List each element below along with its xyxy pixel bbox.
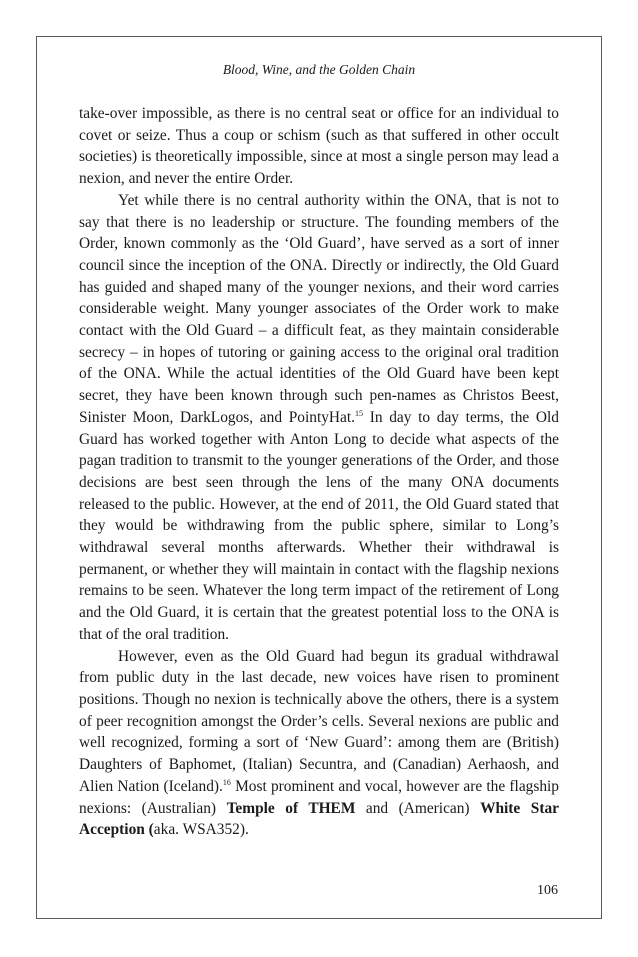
paragraph-3-text-end: aka. WSA352). [153,821,249,839]
footnote-ref-15[interactable]: 15 [355,408,363,418]
bold-white-star-acception: White Star Acception ( [79,799,559,839]
paragraph-2 [79,190,559,646]
paragraph-3-text-mid2: and (American) [355,799,481,817]
paragraph-3-text: However, even as the Old Guard had begun its gradual withdrawal from public duty in the last decade, new voices have risen to prominent positions. Though no nexion is technically above the others, there is a system of peer recognition amongst the Order’s cells. Several nexions are public and well recognized, forming a sort of ‘New Guard’: among them are (British) Daughters of Baphomet, (Italian) Secuntra, and (Canadian) Aerhaosh, and Alien Nation (Iceland). [79,647,559,795]
paragraph-3 [79,646,559,841]
paragraph-3-text-mid: Most prominent and vocal, however are the flagship nexions: (Australian) [79,777,560,817]
page-number: 106 [537,883,558,898]
paragraph-1: take-over impossible, as there is no central seat or office for an individual to covet or seize. Thus a coup or schism (such as that suffered in other occult societies) is theoretically impossible, since at most a single person may lead a nexion, and never the entire Order. [79,105,559,188]
footnote-ref-16[interactable]: 16 [222,777,231,787]
paragraph-2-text: Yet while there is no central authority within the ONA, that is not to say that there is no leadership or structure. The founding members of the Order, known commonly as the ‘Old Guard’, have served as a sort of inner council since the inception of the ONA. Directly or indirectly, the Old Guard has guided and shaped many of the younger nexions, and their word carries considerable weight. Many younger associates of the Order work to make contact with the Old Guard – a difficult feat, as they maintain considerable secrecy – in hopes of tutoring or gaining access to the original oral tradition of the ONA. While the actual identities of the Old Guard have been kept secret, they have been known through such pen-names as Christos Beest, Sinister Moon, DarkLogos, and PointyHat. [79,191,559,426]
body-text [79,103,559,841]
running-header: Blood, Wine, and the Golden Chain [222,62,416,77]
paragraph-2-text-after: In day to day terms, the Old Guard has worked together with Anton Long to decide what aspects of the pagan tradition to transmit to the younger generations of the Order, and those decisions are best seen through the lens of the many ONA documents released to the public. However, at the end of 2011, the Old Guard stated that they would be withdrawing from the public sphere, similar to Long’s withdrawal several months afterwards. Whether their withdrawal is permanent, or whether they will maintain in contact with the flagship nexions remains to be seen. Whatever the long term impact of the retirement of Long and the Old Guard, it is certain that the greatest potential loss to the ONA is that of the oral tradition. [79,408,559,643]
bold-temple-of-them: Temple of THEM [226,799,356,817]
